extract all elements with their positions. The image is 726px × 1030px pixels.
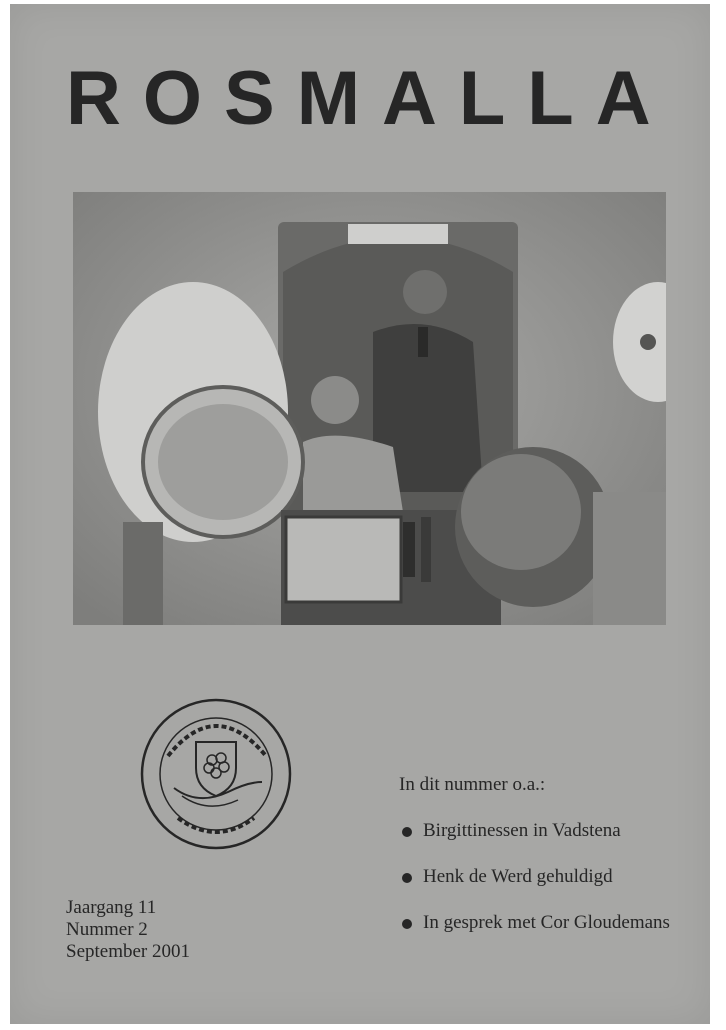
issue-date: September 2001 bbox=[66, 941, 191, 962]
heemkundekring-seal bbox=[138, 696, 294, 852]
hair-salon-photo bbox=[73, 192, 666, 625]
list-item bbox=[399, 820, 693, 842]
list-item bbox=[399, 912, 693, 934]
contents-list bbox=[399, 774, 693, 958]
issue-info bbox=[66, 897, 190, 963]
magazine-cover bbox=[10, 4, 710, 1024]
bullet-icon bbox=[402, 827, 412, 837]
list-item-text: Birgittinessen in Vadstena bbox=[423, 820, 621, 841]
list-item-text: In gesprek met Cor Gloudemans bbox=[423, 912, 670, 933]
bullet-icon bbox=[402, 919, 412, 929]
masthead-title: ROSMALLA bbox=[66, 56, 673, 141]
list-item bbox=[399, 866, 693, 888]
issue-number: Nummer 2 bbox=[66, 919, 148, 940]
bullet-icon bbox=[402, 873, 412, 883]
issue-volume: Jaargang 11 bbox=[66, 897, 157, 918]
contents-heading: In dit nummer o.a.: bbox=[399, 774, 546, 795]
list-item-text: Henk de Werd gehuldigd bbox=[423, 866, 613, 887]
